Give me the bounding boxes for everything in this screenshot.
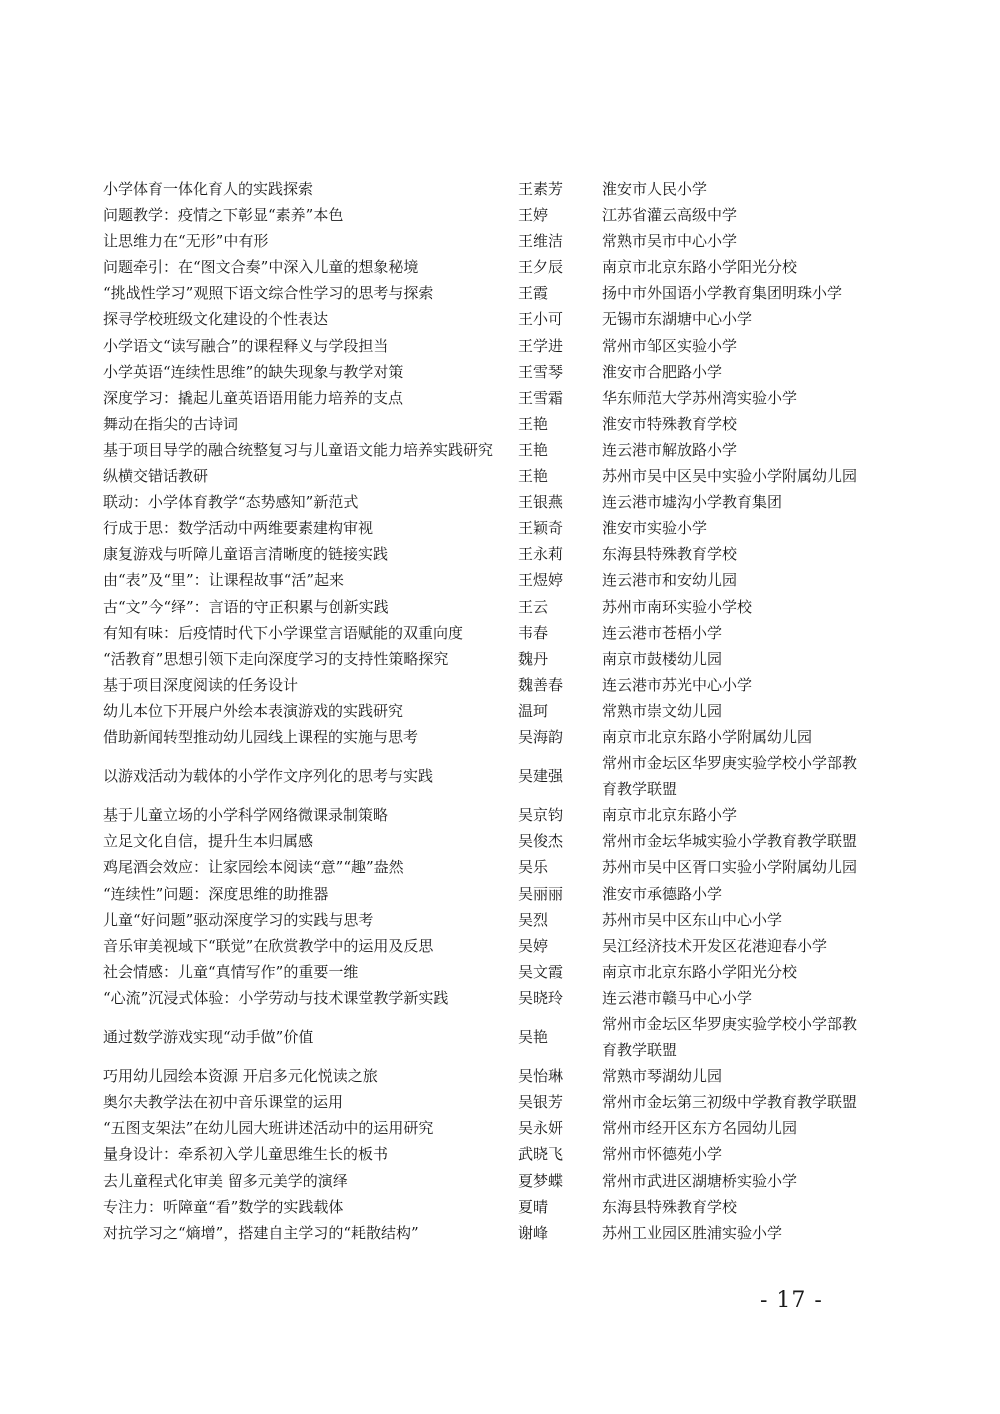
entry-title: 去儿童程式化审美 留多元美学的演绎 xyxy=(103,1171,348,1190)
entry-author: 王素芳 xyxy=(518,180,564,198)
entry-title: 古“文”今“绎”：言语的守正积累与创新实践 xyxy=(103,597,389,616)
entry-school: 淮安市人民小学 xyxy=(602,180,708,198)
entry-school: 常州市金坛华城实验小学教育教学联盟 xyxy=(602,832,858,851)
entry-school: 淮安市承德路小学 xyxy=(602,884,723,903)
list-item xyxy=(0,333,1000,359)
entry-title: 奥尔夫教学法在初中音乐课堂的运用 xyxy=(103,1093,344,1112)
list-item xyxy=(0,463,1000,489)
entry-title: “连续性”问题：深度思维的助推器 xyxy=(103,884,329,903)
entry-school: 常熟市崇文幼儿园 xyxy=(602,701,723,720)
entry-school: 南京市北京东路小学阳光分校 xyxy=(602,258,798,277)
entry-title: 对抗学习之“熵增”，搭建自主学习的“耗散结构” xyxy=(103,1223,419,1242)
entry-title: “五图支架法”在幼儿园大班讲述活动中的运用研究 xyxy=(103,1119,434,1138)
entry-school: 常州市经开区东方名园幼儿园 xyxy=(602,1119,798,1138)
entry-author: 王学进 xyxy=(518,336,564,355)
entry-school: 常州市金坛区华罗庚实验学校小学部教育教学联盟 xyxy=(602,754,858,799)
entry-school: 东海县特殊教育学校 xyxy=(602,1197,738,1216)
list-item xyxy=(0,515,1000,541)
list-item xyxy=(0,228,1000,254)
list-item xyxy=(0,959,1000,985)
list-item xyxy=(0,646,1000,672)
entry-author: 吴京钧 xyxy=(518,806,564,825)
list-item xyxy=(0,411,1000,437)
entry-title: 康复游戏与听障儿童语言清晰度的链接实践 xyxy=(103,545,389,564)
entry-author: 吴烈 xyxy=(518,910,549,929)
list-item xyxy=(0,802,1000,828)
entry-school: 苏州市吴中区吴中实验小学附属幼儿园 xyxy=(602,467,858,486)
entry-author: 王雪霜 xyxy=(518,388,564,407)
entry-author: 夏晴 xyxy=(518,1197,549,1216)
entry-author: 吴怡琳 xyxy=(518,1067,564,1086)
entry-author: 王雪琴 xyxy=(518,362,564,381)
entry-school: 淮安市合肥路小学 xyxy=(602,362,723,381)
entry-title: 基于项目导学的融合统整复习与儿童语文能力培养实践研究 xyxy=(103,440,494,459)
entry-school: 苏州市吴中区胥口实验小学附属幼儿园 xyxy=(602,858,858,877)
entry-author: 吴丽丽 xyxy=(518,884,564,903)
entry-author: 魏丹 xyxy=(518,649,549,668)
entry-author: 王艳 xyxy=(518,414,549,433)
list-item xyxy=(0,724,1000,750)
entry-school: 常熟市吴市中心小学 xyxy=(602,232,738,251)
entry-title: 通过数学游戏实现“动手做”价值 xyxy=(103,1028,314,1046)
entry-author: 王云 xyxy=(518,597,549,616)
entry-school: 南京市鼓楼幼儿园 xyxy=(602,649,723,668)
entry-title: “挑战性学习”观照下语文综合性学习的思考与探索 xyxy=(103,284,434,303)
entry-title: 借助新闻转型推动幼儿园线上课程的实施与思考 xyxy=(103,727,419,746)
entry-school: 南京市北京东路小学 xyxy=(602,806,738,825)
entry-school: 淮安市特殊教育学校 xyxy=(602,414,738,433)
list-item xyxy=(0,1011,1000,1063)
list-item xyxy=(0,385,1000,411)
entry-author: 王婷 xyxy=(518,206,549,225)
entry-title: 行成于思：数学活动中两维要素建构审视 xyxy=(103,519,374,538)
entry-school: 常州市武进区湖塘桥实验小学 xyxy=(602,1171,798,1190)
entry-author: 吴文霞 xyxy=(518,962,564,981)
entry-author: 吴晓玲 xyxy=(518,988,564,1007)
entry-school: 苏州市吴中区东山中心小学 xyxy=(602,910,783,929)
list-item xyxy=(0,1063,1000,1089)
entry-author: 夏梦蝶 xyxy=(518,1171,564,1190)
entry-title: “心流”沉浸式体验：小学劳动与技术课堂教学新实践 xyxy=(103,988,449,1007)
entry-title: 社会情感：儿童“真情写作”的重要一维 xyxy=(103,962,359,981)
list-item xyxy=(0,359,1000,385)
list-item xyxy=(0,437,1000,463)
entry-school: 江苏省灌云高级中学 xyxy=(602,206,738,225)
entry-school: 连云港市和安幼儿园 xyxy=(602,571,738,590)
entry-title: 基于儿童立场的小学科学网络微课录制策略 xyxy=(103,806,389,825)
entry-school: 常州市怀德苑小学 xyxy=(602,1145,723,1164)
entry-author: 吴永妍 xyxy=(518,1119,564,1138)
entry-title: 小学体育一体化育人的实践探索 xyxy=(103,180,314,198)
entry-author: 吴艳 xyxy=(518,1028,549,1046)
entry-title: 让思维力在“无形”中有形 xyxy=(103,232,269,251)
list-item xyxy=(0,1220,1000,1246)
entry-school: 常熟市琴湖幼儿园 xyxy=(602,1067,723,1086)
entry-title: 问题牵引：在“图文合奏”中深入儿童的想象秘境 xyxy=(103,258,419,277)
page-number: - 17 - xyxy=(760,1288,823,1313)
list-item xyxy=(0,1168,1000,1194)
entry-title: 小学语文“读写融合”的课程释义与学段担当 xyxy=(103,336,389,355)
entry-school: 常州市金坛区华罗庚实验学校小学部教育教学联盟 xyxy=(602,1015,858,1060)
list-item xyxy=(0,202,1000,228)
entry-title: “活教育”思想引领下走向深度学习的支持性策略探究 xyxy=(103,649,449,668)
entry-title: 探寻学校班级文化建设的个性表达 xyxy=(103,310,329,329)
list-item xyxy=(0,933,1000,959)
entry-author: 吴婷 xyxy=(518,936,549,955)
entry-title: 音乐审美视域下“联觉”在欣赏教学中的运用及反思 xyxy=(103,936,434,955)
entry-school: 连云港市解放路小学 xyxy=(602,440,738,459)
entry-title: 舞动在指尖的古诗词 xyxy=(103,414,239,433)
entry-author: 王颖奇 xyxy=(518,519,564,538)
entry-title: 深度学习：撬起儿童英语语用能力培养的支点 xyxy=(103,388,404,407)
entry-title: 由“表”及“里”：让课程故事“活”起来 xyxy=(103,571,345,590)
list-item xyxy=(0,985,1000,1011)
list-item xyxy=(0,620,1000,646)
entry-school: 苏州市南环实验小学校 xyxy=(602,597,753,616)
entry-title: 基于项目深度阅读的任务设计 xyxy=(103,675,299,694)
entry-author: 王艳 xyxy=(518,440,549,459)
entry-author: 吴俊杰 xyxy=(518,832,564,851)
entry-author: 韦春 xyxy=(518,623,549,642)
entry-author: 吴乐 xyxy=(518,858,549,877)
entry-school: 苏州工业园区胜浦实验小学 xyxy=(602,1223,783,1242)
entry-title: 以游戏活动为载体的小学作文序列化的思考与实践 xyxy=(103,767,434,786)
list-item xyxy=(0,750,1000,802)
entry-author: 王夕辰 xyxy=(518,258,564,277)
list-item xyxy=(0,1194,1000,1220)
list-item xyxy=(0,489,1000,515)
entry-title: 量身设计：牵系初入学儿童思维生长的板书 xyxy=(103,1145,389,1164)
entry-author: 王霞 xyxy=(518,284,549,303)
entry-title: 纵横交错话教研 xyxy=(103,467,209,486)
entry-title: 有知有味：后疫情时代下小学课堂言语赋能的双重向度 xyxy=(103,623,464,642)
entry-author: 王煜婷 xyxy=(518,571,564,590)
entry-school: 常州市金坛第三初级中学教育教学联盟 xyxy=(602,1093,858,1112)
list-item xyxy=(0,254,1000,280)
entry-school: 连云港市苏光中心小学 xyxy=(602,675,753,694)
list-item xyxy=(0,567,1000,593)
entry-title: 立足文化自信，提升生本归属感 xyxy=(103,832,314,851)
entry-author: 王永莉 xyxy=(518,545,564,564)
entry-school: 连云港市墟沟小学教育集团 xyxy=(602,493,783,512)
entry-title: 专注力：听障童“看”数学的实践载体 xyxy=(103,1197,344,1216)
entry-school: 常州市邹区实验小学 xyxy=(602,336,738,355)
entry-title: 鸡尾酒会效应：让家园绘本阅读“意”“趣”盎然 xyxy=(103,858,404,877)
entry-title: 问题教学：疫情之下彰显“素养”本色 xyxy=(103,206,344,225)
list-item xyxy=(0,698,1000,724)
list-item xyxy=(0,828,1000,854)
entry-author: 吴建强 xyxy=(518,767,564,786)
list-item xyxy=(0,541,1000,567)
list-item xyxy=(0,1115,1000,1141)
entry-school: 无锡市东湖塘中心小学 xyxy=(602,310,753,329)
entry-author: 温珂 xyxy=(518,701,549,720)
list-item xyxy=(0,280,1000,306)
entry-title: 小学英语“连续性思维”的缺失现象与教学对策 xyxy=(103,362,404,381)
entry-author: 王艳 xyxy=(518,467,549,486)
entry-school: 淮安市实验小学 xyxy=(602,519,708,538)
list-item xyxy=(0,672,1000,698)
list-item xyxy=(0,907,1000,933)
entry-school: 东海县特殊教育学校 xyxy=(602,545,738,564)
entry-author: 王维洁 xyxy=(518,232,564,251)
entry-school: 吴江经济技术开发区花港迎春小学 xyxy=(602,936,828,955)
entry-author: 王小可 xyxy=(518,310,564,329)
entry-author: 吴银芳 xyxy=(518,1093,564,1112)
entry-author: 谢峰 xyxy=(518,1223,549,1242)
entry-author: 魏善春 xyxy=(518,675,564,694)
list-item xyxy=(0,176,1000,202)
entry-school: 连云港市苍梧小学 xyxy=(602,623,723,642)
entry-title: 儿童“好问题”驱动深度学习的实践与思考 xyxy=(103,910,374,929)
entry-school: 连云港市赣马中心小学 xyxy=(602,988,753,1007)
entry-school: 华东师范大学苏州湾实验小学 xyxy=(602,388,798,407)
list-item xyxy=(0,1089,1000,1115)
list-item xyxy=(0,881,1000,907)
entry-school: 南京市北京东路小学阳光分校 xyxy=(602,962,798,981)
entry-author: 武晓飞 xyxy=(518,1145,564,1164)
entry-author: 吴海韵 xyxy=(518,727,564,746)
entry-title: 联动：小学体育教学“态势感知”新范式 xyxy=(103,493,359,512)
list-item xyxy=(0,594,1000,620)
list-item xyxy=(0,854,1000,880)
award-list xyxy=(0,176,1000,1246)
entry-title: 幼儿本位下开展户外绘本表演游戏的实践研究 xyxy=(103,701,404,720)
entry-school: 南京市北京东路小学附属幼儿园 xyxy=(602,727,813,746)
entry-title: 巧用幼儿园绘本资源 开启多元化悦读之旅 xyxy=(103,1067,378,1086)
entry-school: 扬中市外国语小学教育集团明珠小学 xyxy=(602,284,843,303)
entry-author: 王银燕 xyxy=(518,493,564,512)
list-item xyxy=(0,1141,1000,1167)
list-item xyxy=(0,306,1000,332)
